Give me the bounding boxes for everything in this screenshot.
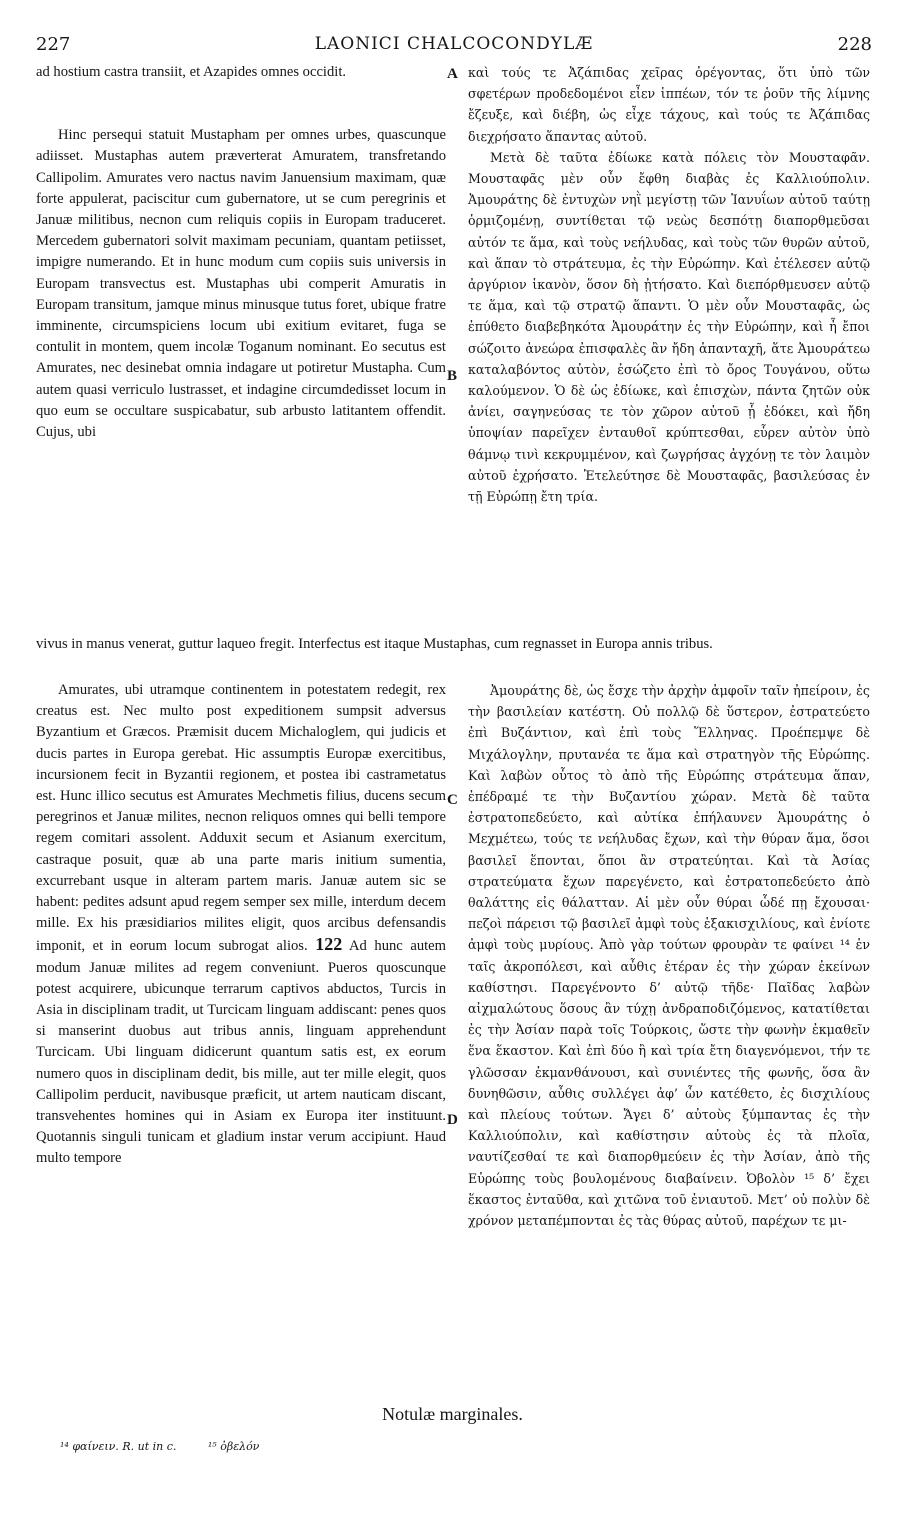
latin-column-lower [36,680,446,1170]
latin-paragraph-3b: Ad hunc autem modum Januæ milites ad regem conveniunt. Pueros quoscunque potest acquirere, ubicunque terrarum captivos abductos, Turcis in Asia in disciplinam tradit, ut Turcicam linguam addiscant: penes quos si manserint duobus aut tribus annis, linguam apprehendunt Turcicam. Ubi linguam didicerunt quantum satis est, ex eorum numero quos in disciplinam dedit, bis mille, aut ter mille elegit, quos Callipolim perducit, navibusque præficit, ut artem nauticam discant, transvehentes homines qui in Asiam ex Europa iter instituunt. Quotannis singuli tunicam et gladium instar verum accipiunt. Haud multo tempore [36,938,446,1167]
notes-title: Notulæ marginales. [382,1404,523,1424]
latin-full-width-line [36,634,870,655]
margin-letter-d: D [447,1112,458,1128]
running-title: LAONICI CHALCOCONDYLÆ [314,34,594,54]
latin-paragraph-2: Hinc persequi statuit Mustapham per omnes urbes, quascunque adiisset. Mustaphas autem præverterat Amuratem, transfretando Callipolim. Amurates vero nactus navim Januensium maximam, quæ forte appulerat, paciscitur cum gubernatore, ut se cum peregrinis et Januæ militibus, necnon cum reliquis copiis in Europam traduceret. Mercedem gubernatori solvit maximam pecuniam, quantam petiisset, impigre numerando. Et in hunc modum cum copiis suis universis in Europam transvectus est. Mustaphas ubi comperit Amuratis in Europam transitum, jamque minus minusque tutus foret, ubique fratre imminente, circumspiciens locum ubi exitium evitaret, fuga se contulit in montem, quem incolæ Toganum nominant. Eo secutus est Amurates, nec desinebat omnia indagare ut potiretur Mustapha. Cum autem quasi verriculo lustrasset, et indagine circumdedisset locum in quo eum se occultare suspicabatur, sub arbusto latitantem offendit. Cujus, ubi [36,127,446,441]
latin-column-upper [36,62,446,443]
marginal-notes [60,1440,860,1453]
greek-column-lower [468,680,870,1231]
page-header [36,34,872,56]
greek-column-upper [468,62,870,507]
margin-letter-c: C [447,792,458,808]
note-14: ¹⁴ φαίνειν. R. ut in c. [60,1440,177,1453]
section-number: 122 [315,934,343,955]
greek-paragraph-1: καὶ τούς τε Ἀζάπιδας χεῖρας ὀρέγοντας, ὅτι ὑπὸ τῶν σφετέρων προδεδομένοι εἶεν ἱππέων, τόν τε ῥοῦν τῆς λίμνης ἔζευξε, καὶ διέβη, ὡς εἶχε τάχους, καὶ τούς τε Ἀζάπιδας διεχρήσατο ἅπαντας αὐτοῦ. [468,65,870,144]
margin-letter-b: B [447,368,458,384]
latin-span-text: vivus in manus venerat, guttur laqueo fregit. Interfectus est itaque Mustaphas, cum regnasset in Europa annis tribus. [36,636,713,652]
greek-paragraph-2: Μετὰ δὲ ταῦτα ἐδίωκε κατὰ πόλεις τὸν Μουσταφᾶν. Μουσταφᾶς μὲν οὖν ἔφθη διαβὰς ἐς Καλλιούπολιν. Ἀμουράτης δὲ ἐντυχὼν νηῒ μεγίστῃ τῶν Ἰανυΐων αὐτοῦ ταύτῃ ὁρμιζομένῃ, συντίθεται τῷ νεὼς δεσπότῃ διαπορθμεῦσαι αὐτόν τε ἅμα, καὶ τοὺς νεήλυδας, καὶ τοὺς τῶν θυρῶν αὐτοῦ, καὶ ἅπαν τὸ στράτευμα, ἐς τὴν Εὐρώπην. Καὶ ἐτέλεσεν αὐτῷ ἀργύριον ἱκανὸν, ὅσον δὴ ᾐτήσατο. Καὶ διεπόρθμευσεν αὐτῷ τε ἅμα, καὶ τῷ στρατῷ ἅπαντι. Ὁ μὲν οὖν Μουσταφᾶς, ὡς ἐπύθετο διαβεβηκότα Ἀμουράτην ἐς τὴν Εὐρώπην, καὶ ἦ ἔποι σώζοιτο ἀνεώρα ἐπισφαλὲς ἂν ἤδη ἀπανταχῆ, ἅτε Ἀμουράτεω καταλαβόντος αὐτὸν, ἐσώζετο ἐπὶ τὸ ὄρος Τουγάνου, οὕτω καλούμενον. Ὁ δὲ ὡς ἐδίωκε, καὶ ἐπισχὼν, πάντα ζητῶν οὐκ ἀνίει, σαγηνεύσας τε τὸν χῶρον αὐτοῦ ᾗ ἐδόκει, καὶ ἤδη ὑποψίαν παρεῖχεν ἐνταυθοῖ κρύπτεσθαι, εὗρεν αὐτὸν ὑπὸ θάμνῳ τινὶ κεκρυμμένον, καὶ ζωγρήσας ἀγχόνῃ τε τὸν λαιμὸν αὐτοῦ ἐχρήσατο. Ἐτελεύτησε δὲ Μουσταφᾶς, βασιλεύσας ἐν τῇ Εὐρώπῃ ἔτη τρία. [468,149,870,505]
latin-paragraph-3 [36,680,446,1170]
latin-paragraph-1: ad hostium castra transiit, et Azapides omnes occidit. [36,64,347,80]
greek-paragraph-3: Ἀμουράτης δὲ, ὡς ἔσχε τὴν ἀρχὴν ἀμφοῖν ταῖν ἠπείροιν, ἐς τὴν βασιλείαν κατέστη. Οὐ πολλῷ δὲ ὕστερον, ἐστρατεύετο ἐπὶ Βυζάντιον, καὶ ἐπὶ τοὺς Ἕλληνας. Προέπεμψε δὲ Μιχάλογλην, πρυτανέα τε ἅμα καὶ στρατηγὸν τῆς Εὐρώπης. Καὶ λαβὼν οὗτος τὸ ἀπὸ τῆς Εὐρώπης στράτευμα ἅπαν, ἐπέδραμέ τε τὴν Βυζαντίου χώραν. Μετὰ δὲ ταῦτα ἐστρατοπεδεύετο, καὶ αὐτίκα ἐπήλαυνεν Ἀμουράτης ὁ Μεχμέτεω, τούς τε νεήλυδας ἔχων, καὶ τὴν θύραν ἅμα, ὅσοι βασιλεῖ ἕπονται, ὅποι ἂν στρατεύηται. Καὶ τὰ Ἀσίας στρατεύματα ἔχων παρεγένετο, καὶ ἐστρατοπεδεύετο ἀπὸ θαλάττης εἰς θάλατταν. Αἱ μὲν οὖν θύραι ὧδέ πῃ ἔχουσαι· πεζοὶ πάρεισι τῷ βασιλεῖ ἀμφὶ τοὺς ἑξακισχιλίους, καὶ ἐνίοτε ἀμφὶ τοὺς μυρίους. Ἀπὸ γὰρ τούτων φρουρὰν τε φαίνει ¹⁴ ἐν ταῖς ἀκροπόλεσι, καὶ αὖθις ἑτέραν ἐς τὴν χώραν ἐκείνων καθίστησι. Παρεγένοντο δ’ αὐτῷ τῆδε· Παῖδας λαβὼν αἰχμαλώτους ὅσους ἂν τύχῃ ἀνδραποδιζόμενος, κατατίθεται ἐς τὴν Ἀσίαν παρὰ τοῖς Τούρκοις, ὥστε τὴν φωνὴν ἐκμαθεῖν ἕνα ἕκαστον. Καὶ ἐπὶ δύο ἢ καὶ τρία ἔτη διαγενόμενοι, τήν τε γλῶσσαν ἐκμανθάνουσι, καὶ συνιέντες τῆς φωνῆς, ὅσα ἂν δυνηθῶσιν, αὖθις συλλέγει ἀφ’ ὧν κατέθετο, ἐς δισχιλίους καὶ πλείους τούτων. Ἄγει δ’ αὐτοὺς ξύμπαντας ἐς τὴν Καλλιούπολιν, καὶ καθίστησιν αὐτοὺς ἐς τὰ πλοῖα, ναυτίζεσθαί τε καὶ διαπορθμεύειν ἐς τὴν Ἀσίαν, ἀπὸ τῆς Εὐρώπης τοὺς βουλομένους διαβαίνειν. Ὀβολὸν ¹⁵ δ’ ἔχει ἕκαστος ἐνταῦθα, καὶ χιτῶνα τοῦ ἐνιαυτοῦ. Μετ’ οὐ πολὺν δὲ χρόνον μεταπέμπονται ἐς τὰς θύρας αὐτοῦ, παρέχων τε μι- [468,683,870,1229]
note-15: ¹⁵ ὀβελόν [207,1440,260,1453]
latin-paragraph-3a: Amurates, ubi utramque continentem in potestatem redegit, rex creatus est. Nec multo post expeditionem sumpsit adversus Byzantium et Græcos. Præmisit ducem Michaloglem, qui judicis et ducis partes in Europa gerebat. Hic assumptis Europæ exercitibus, incursionem fecit in Byzantii regionem, et postea ibi castrametatus est. Hunc illico secutus est Amurates Mechmetis filius, ducens secum peregrinos et Januæ milites, necnon reliquos omnes qui belli tempore regem comitari assolent. Adduxit secum et Asianum exercitum, castraque posuit, quæ ab una parte maris initium sumentia, excurrebant usque in alteram partem maris. Januæ autem sic se habent: pedites adsunt apud regem semper sex mille, interdum decem mille. Ex his præsidiarios milites eligit, quos arcibus defensandis imponit, et in eorum locum subrogat alios. [36,682,446,955]
margin-letter-a: A [447,66,458,82]
page-number-left: 227 [36,34,71,55]
page-number-right: 228 [837,34,872,55]
